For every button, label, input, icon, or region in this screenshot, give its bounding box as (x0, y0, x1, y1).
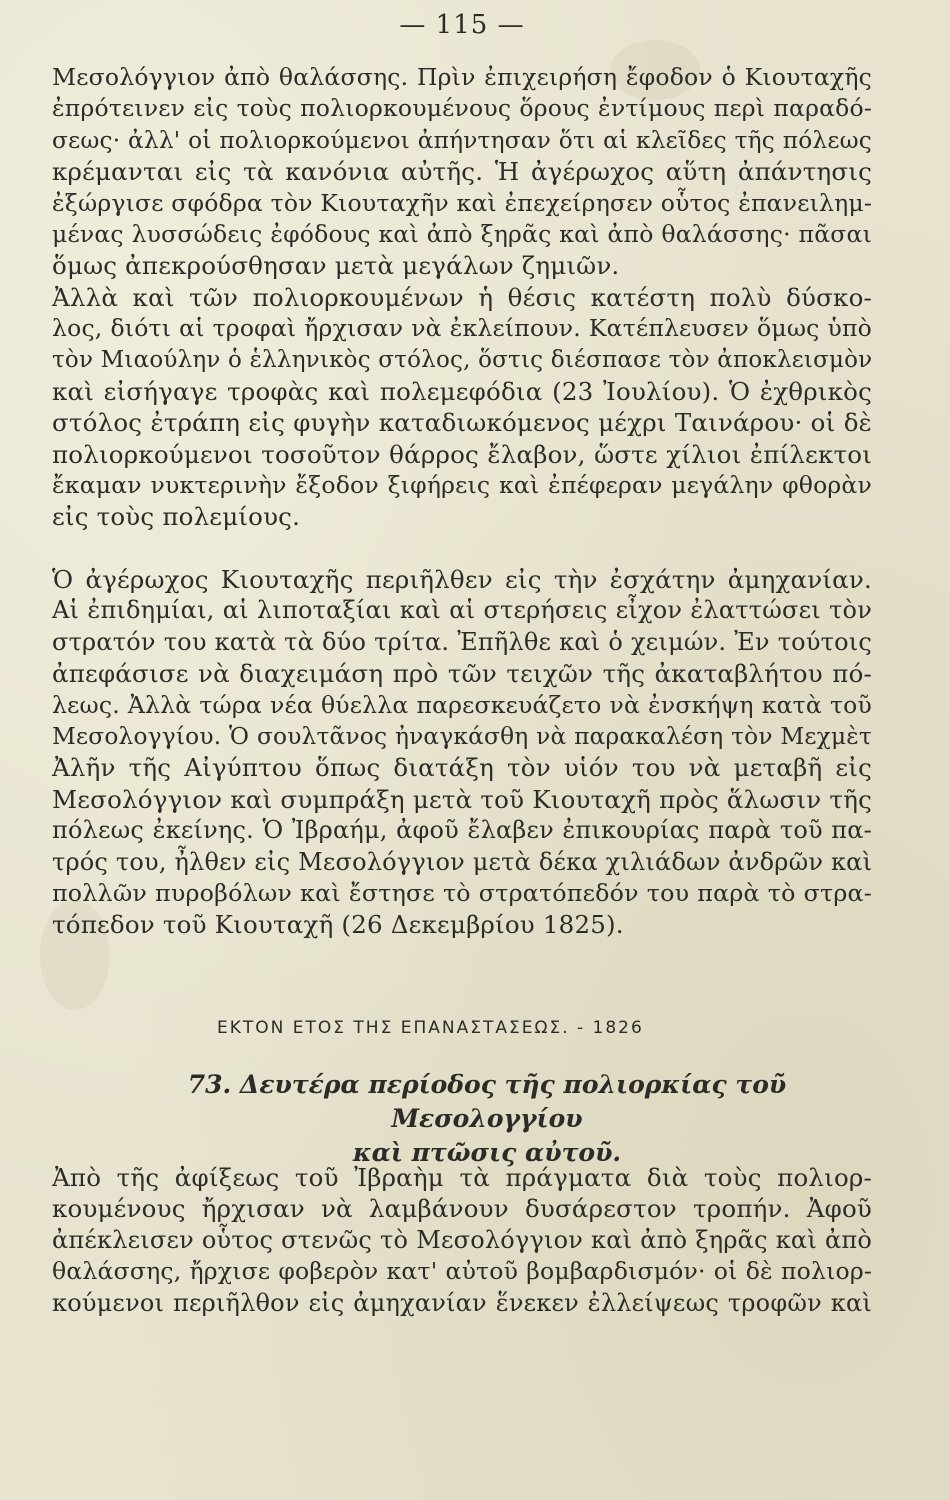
text-line: Αἱ ἐπιδημίαι, αἱ λιποταξίαι καὶ αἱ στερήσεις εἶχον ἐλαττώσει τὸν (52, 596, 872, 625)
text-line: θαλάσσης, ἤρχισε φοβερὸν κατ' αὐτοῦ βομβαρδισμόν· οἱ δὲ πολιορ- (52, 1257, 872, 1286)
text-line: κούμενοι περιῆλθον εἰς ἀμηχανίαν ἕνεκεν ἐλλείψεως τροφῶν καὶ (52, 1288, 872, 1317)
text-line: τόπεδον τοῦ Κιουταχῆ (26 Δεκεμβρίου 1825). (52, 910, 624, 940)
text-line: σεως· ἀλλ' οἱ πολιορκούμενοι ἀπήντησαν ὅτι αἱ κλεῖδες τῆς πόλεως (52, 126, 872, 154)
book-page (52, 0, 872, 1500)
text-line: πόλεως ἐκείνης. Ὁ Ἰβραήμ, ἀφοῦ ἔλαβεν ἐπικουρίας παρὰ τοῦ πα- (52, 816, 872, 845)
text-line: στρατόν του κατὰ τὰ δύο τρίτα. Ἐπῆλθε καὶ ὁ χειμών. Ἐν τούτοις (52, 627, 872, 656)
text-line: τὸν Μιαούλην ὁ ἑλληνικὸς στόλος, ὅστις διέσπασε τὸν ἀποκλεισμὸν (52, 346, 873, 373)
text-line: ἐξώργισε σφόδρα τὸν Κιουταχῆν καὶ ἐπεχείρησεν οὗτος ἐπανειλημ- (52, 188, 872, 217)
text-line: πολλῶν πυροβόλων καὶ ἔστησε τὸ στρατόπεδόν του παρὰ τὸ στρα- (52, 878, 872, 907)
text-line: λος, διότι αἱ τροφαὶ ἤρχισαν νὰ ἐκλείπουν. Κατέπλευσεν ὅμως ὑπὸ (52, 314, 872, 343)
text-line: ἀπεφάσισε νὰ διαχειμάση πρὸ τῶν τειχῶν τῆς ἀκαταβλήτου πό- (52, 659, 872, 689)
text-line: εἰς τοὺς πολεμίους. (52, 502, 301, 532)
text-line: Ἀλλὰ καὶ τῶν πολιορκουμένων ἡ θέσις κατέστη πολὺ δύσκο- (52, 282, 872, 312)
page-number: — 115 — (399, 10, 525, 40)
text-line: κουμένους ἤρχισαν νὰ λαμβάνουν δυσάρεστον τροπήν. Ἀφοῦ (52, 1194, 872, 1224)
section-title (102, 1068, 872, 1170)
text-line: ἀπέκλεισεν οὗτος στενῶς τὸ Μεσολόγγιον καὶ ἀπὸ ξηρᾶς καὶ ἀπὸ (52, 1225, 872, 1254)
text-line: πολιορκούμενοι τοσοῦτον θάρρος ἔλαβον, ὥστε χίλιοι ἐπίλεκτοι (52, 439, 872, 469)
paragraph-block (52, 1162, 872, 1319)
section-header: ΕΚΤΟΝ ΕΤΟΣ ΤΗΣ ΕΠΑΝΑΣΤΑΣΕΩΣ. - 1826 (217, 1018, 644, 1038)
section-title-line: 73. Δευτέρα περίοδος τῆς πολιορκίας τοῦ Μεσολογγίου (187, 1070, 787, 1133)
text-line: λεως. Ἀλλὰ τώρα νέα θύελλα παρεσκευάζετο νὰ ἐνσκήψη κατὰ τοῦ (52, 690, 872, 719)
text-line: καὶ εἰσήγαγε τροφὰς καὶ πολεμεφόδια (23 Ἰουλίου). Ὁ ἐχθρικὸς (52, 376, 872, 406)
text-line: Ἀλῆν τῆς Αἰγύπτου ὅπως διατάξη τὸν υἱόν του νὰ μεταβῆ εἰς (52, 753, 872, 783)
text-line: ἐπρότεινεν εἰς τοὺς πολιορκουμένους ὅρους ἐντίμους περὶ παραδό- (52, 94, 872, 123)
text-line: στόλος ἐτράπη εἰς φυγὴν καταδιωκόμενος μέχρι Ταινάρου· οἱ δὲ (52, 408, 872, 438)
text-line: Μεσολογγίου. Ὁ σουλτᾶνος ἠναγκάσθη νὰ παρακαλέση τὸν Μεχμὲτ (52, 722, 872, 750)
text-line: Ἀπὸ τῆς ἀφίξεως τοῦ Ἰβραὴμ τὰ πράγματα διὰ τοὺς πολιορ- (52, 1163, 872, 1192)
section-title-line: καὶ πτῶσις αὐτοῦ. (352, 1138, 622, 1167)
text-line: Ὁ ἀγέρωχος Κιουταχῆς περιῆλθεν εἰς τὴν ἐσχάτην ἀμηχανίαν. (52, 565, 872, 594)
text-line: κρέμανται εἰς τὰ κανόνια αὐτῆς. Ἡ ἀγέρωχος αὕτη ἀπάντησις (52, 157, 872, 187)
text-line: ὅμως ἀπεκρούσθησαν μετὰ μεγάλων ζημιῶν. (52, 251, 620, 281)
text-line: τρός του, ἦλθεν εἰς Μεσολόγγιον μετὰ δέκα χιλιάδων ἀνδρῶν καὶ (52, 847, 873, 876)
paragraph-block (52, 564, 872, 941)
paragraph-block (52, 62, 872, 533)
text-line: μένας λυσσώδεις ἐφόδους καὶ ἀπὸ ξηρᾶς καὶ ἀπὸ θαλάσσης· πᾶσαι (52, 219, 872, 248)
text-line: ἔκαμαν νυκτερινὴν ἔξοδον ξιφήρεις καὶ ἐπέφεραν μεγάλην φθορὰν (52, 471, 872, 500)
text-line: Μεσολόγγιον καὶ συμπράξη μετὰ τοῦ Κιουταχῆ πρὸς ἅλωσιν τῆς (52, 784, 872, 814)
text-line: Μεσολόγγιον ἀπὸ θαλάσσης. Πρὶν ἐπιχειρήση ἔφοδον ὁ Κιουταχῆς (52, 63, 872, 91)
